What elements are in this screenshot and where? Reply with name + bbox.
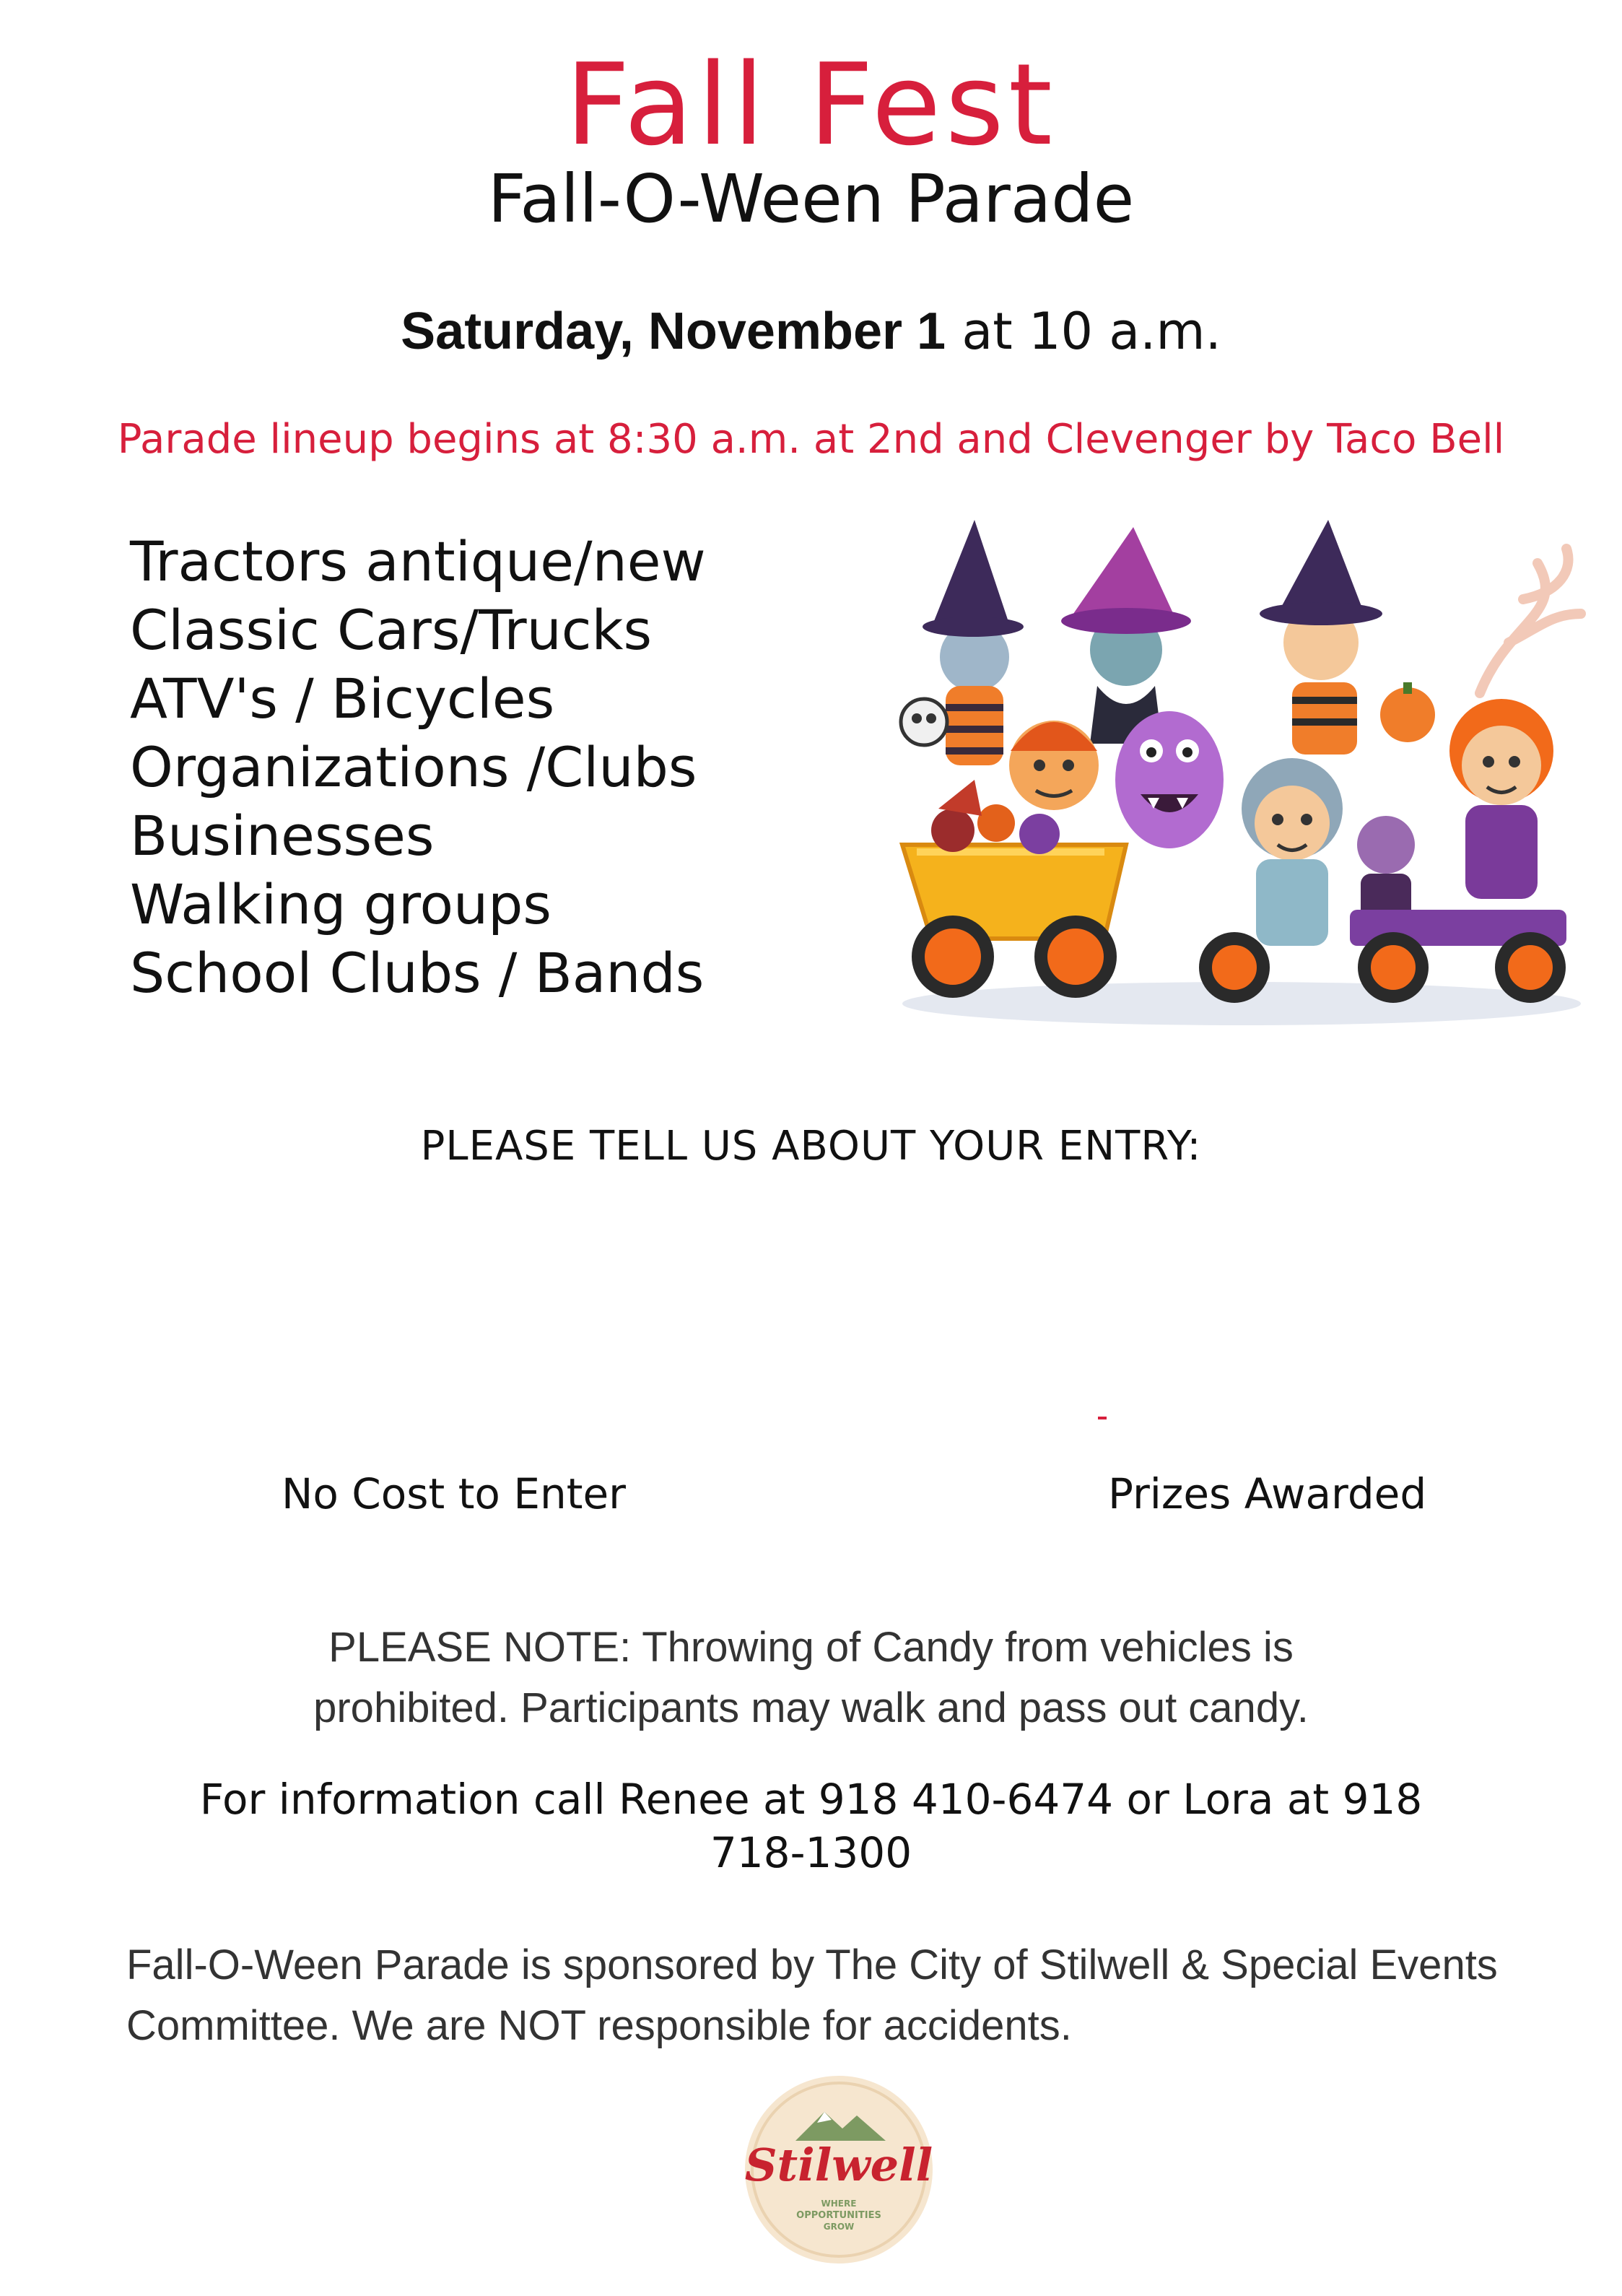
sponsor-note [126, 1935, 1592, 2056]
logo-tagline-line: GROW [823, 2222, 855, 2232]
sponsor-note-line: Fall-O-Ween Parade is sponsored by The City of Stilwell & Special Events [126, 1941, 1498, 1988]
candy-note-line: PLEASE NOTE: Throwing of Candy from vehicles is [328, 1624, 1294, 1671]
logo-tagline-line: OPPORTUNITIES [796, 2210, 881, 2221]
no-cost-label: No Cost to Enter [282, 1469, 627, 1518]
contact-info [0, 1773, 1622, 1879]
entry-type-item: Tractors antique/new [130, 529, 706, 593]
candy-note [0, 1617, 1622, 1739]
entry-types-list [130, 527, 706, 1007]
contact-info-line: 718-1300 [710, 1828, 912, 1877]
candy-note-line: prohibited. Participants may walk and pass out candy. [313, 1684, 1309, 1731]
event-date-bold: Saturday, November 1 [401, 303, 946, 360]
entry-type-item: School Clubs / Bands [130, 941, 705, 1005]
entry-prompt: PLEASE TELL US ABOUT YOUR ENTRY: [420, 1123, 1202, 1170]
stilwell-logo [741, 2072, 936, 2267]
event-time: at 10 a.m. [946, 302, 1221, 361]
page-subtitle: Fall-O-Ween Parade [487, 160, 1135, 238]
page-title: Fall Fest [565, 39, 1057, 170]
logo-wordmark: Stilwell [744, 2139, 933, 2191]
parade-illustration [888, 505, 1595, 1040]
entry-type-item: Classic Cars/Trucks [130, 598, 653, 662]
entry-type-item: Organizations /Clubs [130, 735, 697, 799]
entry-type-item: ATV's / Bicycles [130, 666, 555, 731]
sponsor-note-line: Committee. We are NOT responsible for accidents. [126, 2002, 1072, 2049]
lineup-info: Parade lineup begins at 8:30 a.m. at 2nd and Clevenger by Taco Bell [117, 416, 1505, 463]
logo-tagline-line: WHERE [821, 2199, 857, 2209]
contact-info-line: For information call Renee at 918 410-6474 or Lora at 918 [199, 1775, 1423, 1824]
entry-type-item: Walking groups [130, 872, 551, 936]
event-date [0, 303, 1622, 360]
entry-type-item: Businesses [130, 804, 435, 868]
decorative-dash [1098, 1417, 1107, 1419]
prizes-label: Prizes Awarded [1108, 1469, 1427, 1518]
